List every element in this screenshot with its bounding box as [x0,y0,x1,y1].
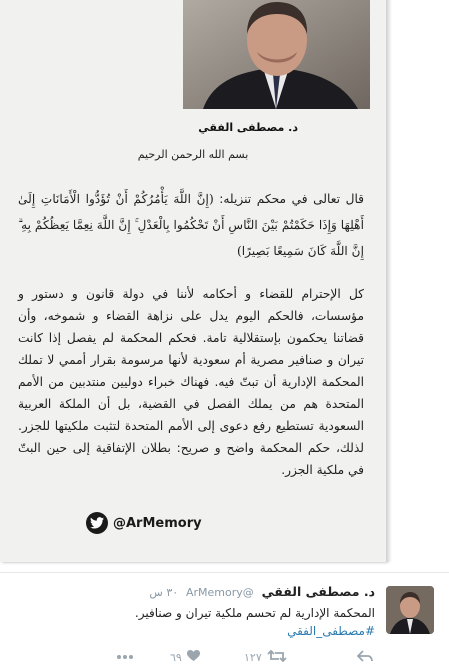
retweet-count: ١٢٧ [244,651,262,664]
heart-icon [187,650,200,665]
quran-verse-text: (إِنَّ اللَّهَ يَأْمُرُكُمْ أَنْ تُؤَدُّوا الْأَمَانَاتِ إِلَىٰ أَهْلِهَا وَإِذَا حَكَمْتُمْ بَيْنَ النَّاسِ أَنْ تَحْكُمُوا بِالْعَدْلِ ۚ إِنَّ اللَّهَ نِعِمَّا يَعِظُكُمْ بِهِ ۗ إِنَّ اللَّهَ كَانَ سَمِيعًا بَصِيرًا) [18,192,364,258]
card-shadow-edge [386,0,392,562]
tweet-header [149,584,375,599]
tweet-action-bar [0,650,449,670]
reply-button[interactable] [357,650,373,665]
more-options-button[interactable] [116,650,134,663]
like-count: ٦٩ [170,651,182,664]
body-paragraph: كل الإحترام للقضاء و أحكامه لأننا في دولة قانون و دستور و مؤسسات، فالحكم اليوم يدل على نزاهة القضاء و شموخه، وأن قضاتنا يحكمون بإستقلالية تامة. فحكم المحكمة لم يفصل إذا كانت تيران و صنافير مصرية أم سعودية لأنها مرسومة بقرار أممي لا تملك المحكمة الإدارية أن تبتّ فيه. فهناك خبراء دوليين منتدبين من الأمم المتحدة هم من يملك الفصل في القضية، بل أن الملكة العربية السعودية تستطيع رفع دعوى إلى الأمم المتحدة لتثبت ملكيتها للجزر. لذلك، حكم المحكمة واضح و صريح: بطلان الإتفاقية إلى حين البتّ في ملكية الجزر. [18,287,364,477]
tweet-divider [0,572,449,573]
author-photo [183,0,370,109]
tweet-display-name[interactable]: د. مصطفى الفقي [261,584,375,599]
quran-paragraph [18,186,364,264]
quran-intro-text: قال تعالى في محكم تنزيله: [219,192,364,206]
like-button[interactable] [170,650,200,665]
author-name-label: د. مصطفى الفقي [198,121,298,134]
basmala-text: بسم الله الرحمن الرحيم [137,148,249,161]
tweet-text [75,604,375,640]
more-icon [116,650,134,663]
tweet-handle[interactable]: @ArMemory [186,586,254,599]
card-handle-text: @ArMemory [113,515,202,531]
reply-icon [357,650,373,665]
tweet-text-line: المحكمة الإدارية لم تحسم ملكية تيران و صنافير. [134,606,375,620]
card-twitter-handle [86,512,202,534]
twitter-bird-icon [86,512,108,534]
tweet-timestamp[interactable]: ٣٠ س [149,586,179,599]
tweet-avatar[interactable] [386,586,434,634]
retweet-button[interactable] [244,650,287,665]
tweet-hashtag-link[interactable]: #مصطفى_الفقي [287,624,375,638]
retweet-icon [267,650,287,665]
